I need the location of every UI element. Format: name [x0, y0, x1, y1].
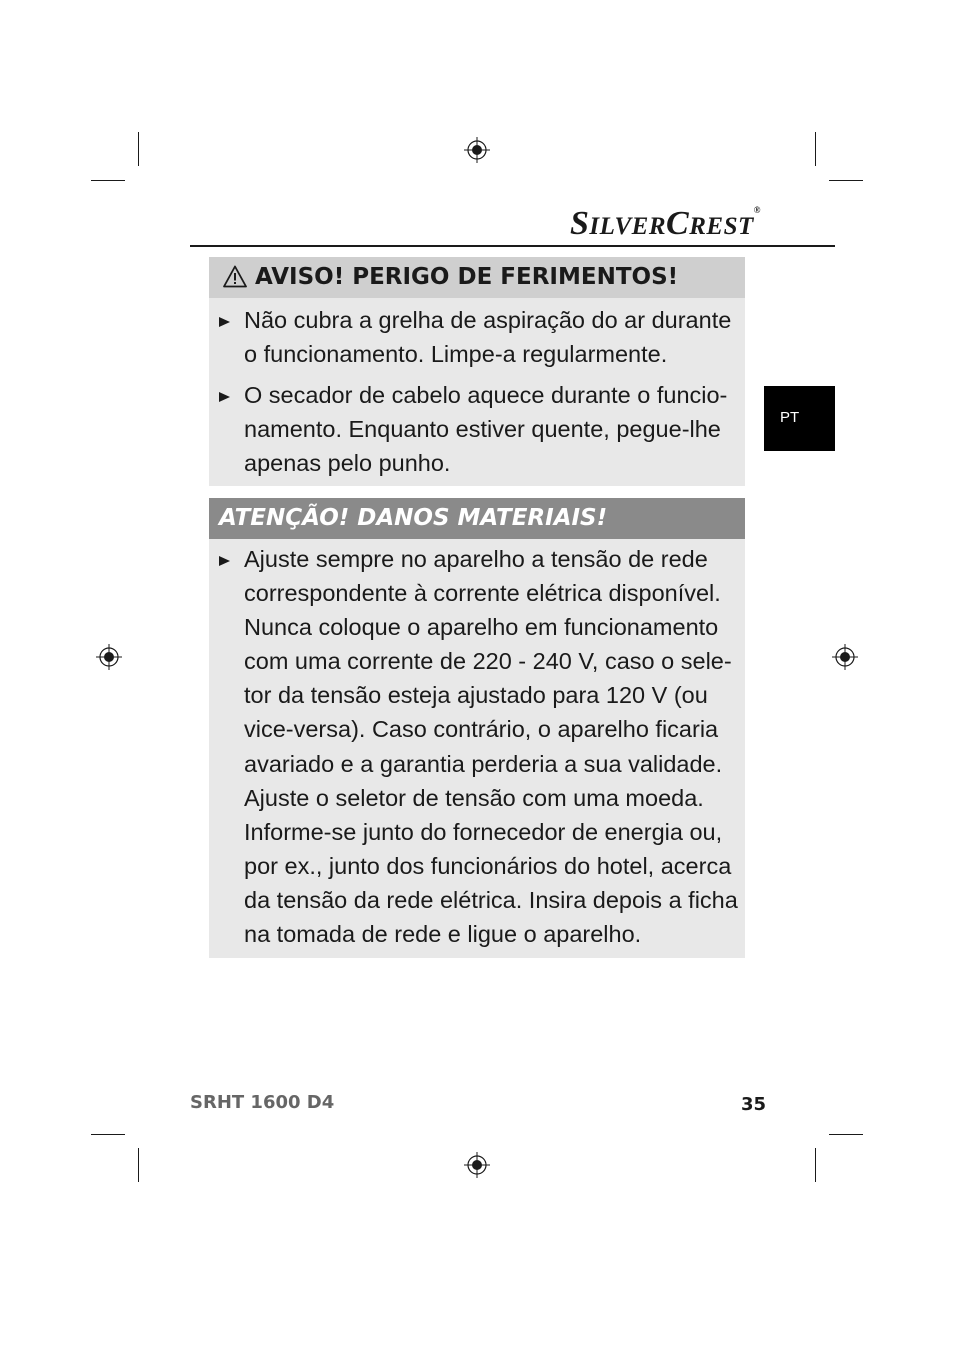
- attention-header: [209, 498, 745, 539]
- brand-text: REST: [689, 213, 754, 240]
- crop-mark: [829, 180, 863, 181]
- registration-mark-icon: [832, 644, 858, 670]
- warning-box: [209, 257, 745, 486]
- list-item-text: O secador de cabelo aquece durante o funcio-namento. Enquanto estiver quente, pegue-lhe apenas pelo punho.: [244, 382, 728, 477]
- registration-mark-icon: [464, 137, 490, 163]
- page-number: 35: [741, 1094, 767, 1115]
- brand-letter: S: [570, 205, 590, 242]
- list-item: [209, 542, 745, 952]
- language-tab-label: PT: [780, 409, 800, 426]
- registration-mark-icon: [96, 644, 122, 670]
- warning-header: [209, 257, 745, 298]
- bullet-arrow-icon: [219, 556, 230, 566]
- crop-mark: [138, 1148, 139, 1182]
- attention-box: [209, 498, 745, 958]
- crop-mark: [91, 180, 125, 181]
- list-item-text: Ajuste sempre no aparelho a tensão de rede correspondente à corrente elétrica disponível. Nunca coloque o aparelho em funcionamento com uma corrente de 220 - 240 V, caso o sele-tor da tensão esteja ajustado para 120 V (ou vice-versa). Caso contrário, o aparelho ficaria avariado e a garantia perderia a sua validade. Ajuste o seletor de tensão com uma moeda. Informe-se junto do fornecedor de energia ou, por ex., junto dos funcionários do hotel, acerca da tensão da rede elétrica. Insira depois a ficha na tomada de rede e ligue o aparelho.: [244, 546, 738, 948]
- language-tab: [764, 386, 835, 451]
- crop-mark: [91, 1134, 125, 1135]
- crop-mark: [815, 1148, 816, 1182]
- trademark-symbol: ®: [753, 205, 761, 215]
- brand-letter: C: [666, 205, 690, 242]
- list-item-text: Não cubra a grelha de aspiração do ar durante o funcionamento. Limpe-a regularmente.: [244, 307, 732, 368]
- brand-text: ILVER: [589, 213, 667, 240]
- list-item: [209, 378, 745, 482]
- model-number: SRHT 1600 D4: [190, 1092, 335, 1113]
- attention-title: ATENÇÃO! DANOS MATERIAIS!: [219, 505, 608, 531]
- crop-mark: [815, 132, 816, 166]
- crop-mark: [829, 1134, 863, 1135]
- crop-mark: [138, 132, 139, 166]
- registration-mark-icon: [464, 1152, 490, 1178]
- bullet-arrow-icon: [219, 317, 230, 327]
- bullet-arrow-icon: [219, 392, 230, 402]
- warning-title: AVISO! PERIGO DE FERIMENTOS!: [255, 264, 679, 290]
- warning-triangle-icon: [223, 265, 247, 288]
- list-item: [209, 303, 745, 373]
- brand-logo: [570, 205, 770, 241]
- header-rule: [190, 245, 835, 247]
